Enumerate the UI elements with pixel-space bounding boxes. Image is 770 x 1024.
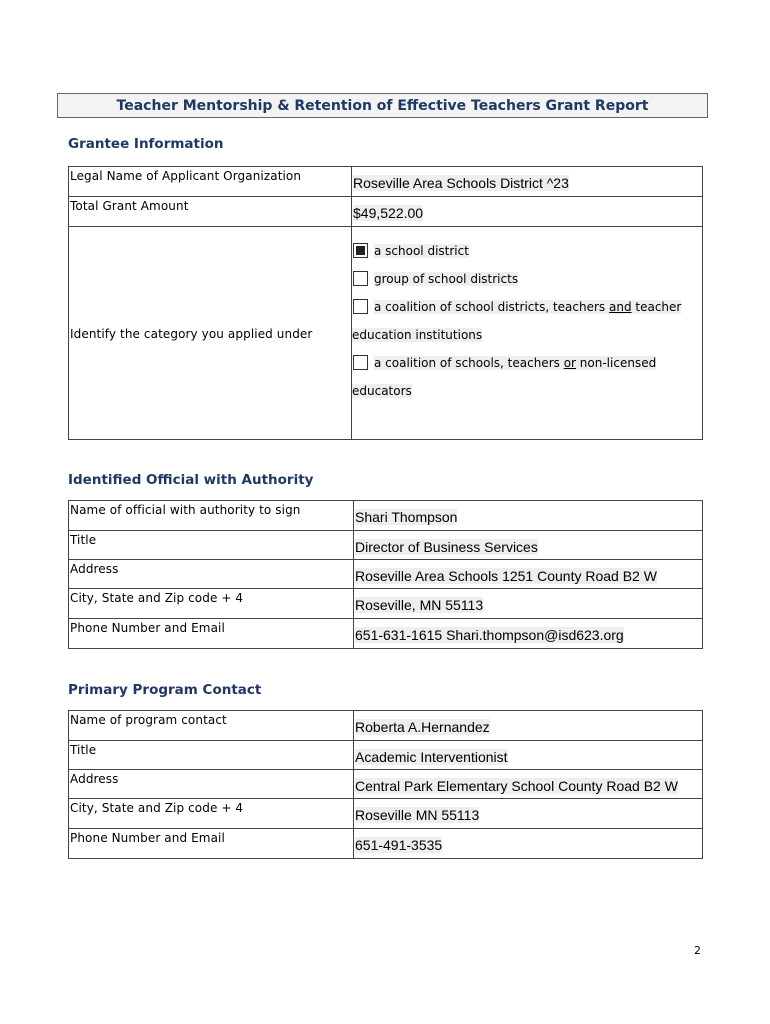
category-option-continuation: education institutions (352, 328, 483, 342)
category-options (352, 227, 703, 440)
table-row (69, 829, 703, 859)
organization-name-field[interactable]: Roseville Area Schools District ^23 (352, 167, 703, 197)
table-row (69, 197, 703, 227)
contact-city-field[interactable]: Roseville MN 55113 (354, 799, 703, 829)
table-row (69, 619, 703, 649)
table-row (69, 741, 703, 770)
table-row (69, 799, 703, 829)
table-row (69, 227, 703, 440)
table-row (69, 589, 703, 619)
report-title: Teacher Mentorship & Retention of Effective Teachers Grant Report (57, 93, 708, 118)
row-label: Name of program contact (69, 711, 354, 741)
contact-phone-field[interactable]: 651-491-3535 (354, 829, 703, 859)
page-number: 2 (694, 944, 701, 957)
table-row (69, 711, 703, 741)
checkbox[interactable] (353, 299, 368, 314)
table-row (69, 770, 703, 799)
grantee-heading: Grantee Information (68, 136, 224, 152)
contact-name-field[interactable]: Roberta A.Hernandez (354, 711, 703, 741)
official-city-field[interactable]: Roseville, MN 55113 (354, 589, 703, 619)
checkbox[interactable] (353, 243, 368, 258)
grantee-table (68, 166, 703, 440)
category-option-group-of-districts[interactable]: group of school districts (352, 265, 702, 293)
checkbox[interactable] (353, 355, 368, 370)
category-option-school-district[interactable]: a school district (352, 237, 702, 265)
category-option-coalition-schools[interactable]: a coalition of schools, teachers or non-licensed (352, 349, 702, 377)
category-option-coalition-districts[interactable]: a coalition of school districts, teachers and teacher (352, 293, 702, 321)
row-label: Phone Number and Email (69, 829, 354, 859)
row-label: Phone Number and Email (69, 619, 354, 649)
contact-title-field[interactable]: Academic Interventionist (354, 741, 703, 770)
contact-table (68, 710, 703, 859)
table-row (69, 560, 703, 589)
official-table (68, 500, 703, 649)
official-title-field[interactable]: Director of Business Services (354, 531, 703, 560)
official-contact-field[interactable]: 651-631-1615 Shari.thompson@isd623.org (354, 619, 703, 649)
row-label: Legal Name of Applicant Organization (69, 167, 352, 197)
checkbox[interactable] (353, 271, 368, 286)
table-row (69, 167, 703, 197)
contact-address-field[interactable]: Central Park Elementary School County Road B2 W (354, 770, 703, 799)
table-row (69, 501, 703, 531)
row-label: City, State and Zip code + 4 (69, 589, 354, 619)
official-address-field[interactable]: Roseville Area Schools 1251 County Road B2 W (354, 560, 703, 589)
official-name-field[interactable]: Shari Thompson (354, 501, 703, 531)
row-label: Address (69, 770, 354, 799)
row-label: City, State and Zip code + 4 (69, 799, 354, 829)
official-heading: Identified Official with Authority (68, 472, 314, 488)
row-label: Address (69, 560, 354, 589)
table-row (69, 531, 703, 560)
category-label: Identify the category you applied under (69, 227, 352, 440)
contact-heading: Primary Program Contact (68, 682, 262, 698)
row-label: Name of official with authority to sign (69, 501, 354, 531)
category-option-continuation: educators (352, 384, 412, 398)
row-label: Title (69, 741, 354, 770)
row-label: Title (69, 531, 354, 560)
row-label: Total Grant Amount (69, 197, 352, 227)
grant-amount-field[interactable]: $49,522.00 (352, 197, 703, 227)
